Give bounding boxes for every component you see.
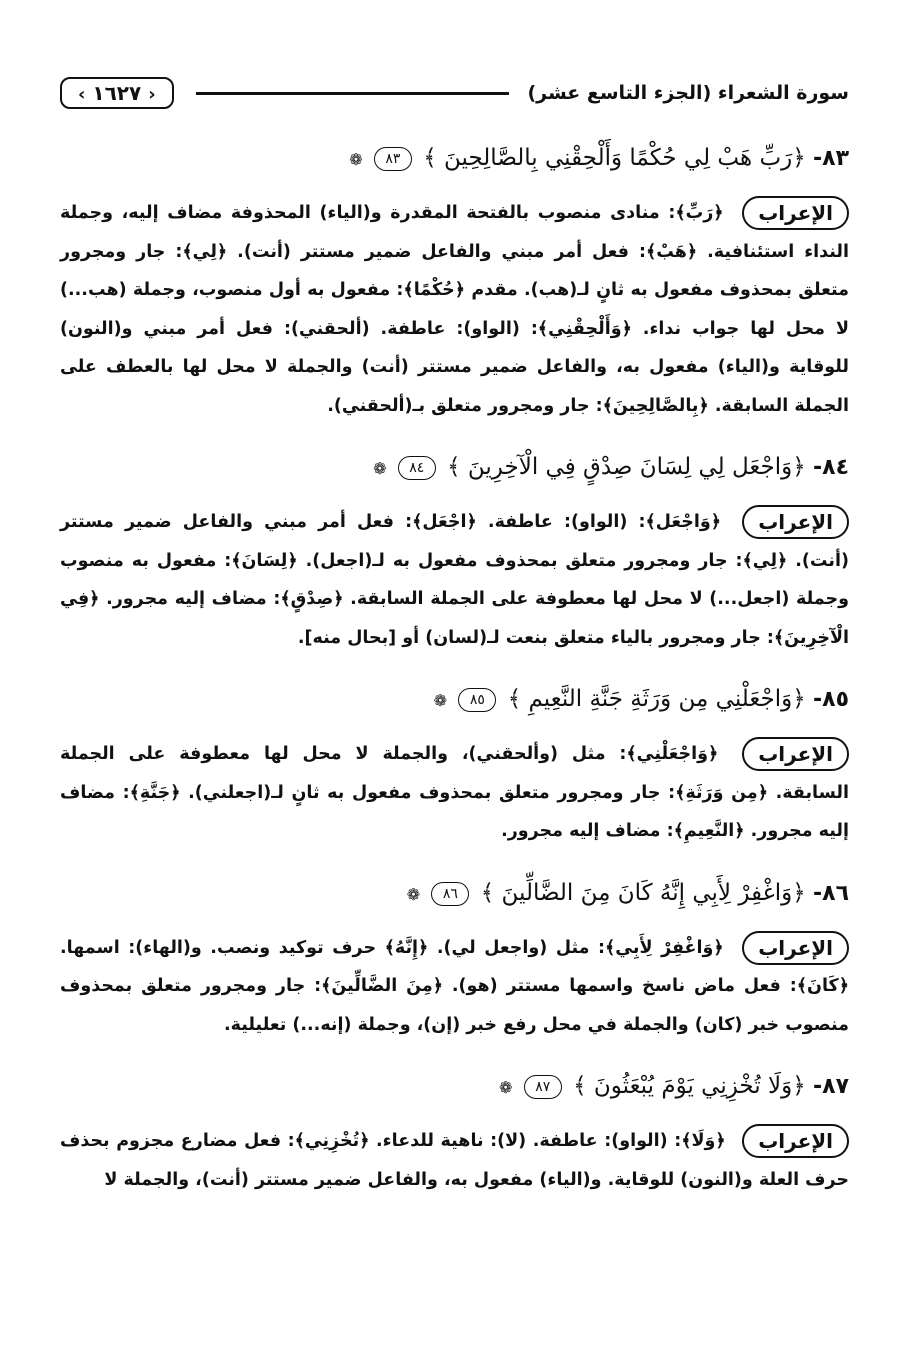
irab-text: ﴿وَاجْعَل﴾: (الواو): عاطفة. ﴿اجْعَل﴾: فعل أمر مبني والفاعل ضمير مستتر (أنت). ﴿لِي﴾: جار ومجرور متعلق بمحذوف مفعول به لـ(اجعل). ﴿لِسَانَ﴾: مفعول به منصوب وجملة (اجعل...) لا محل لها معطوفة على الجملة السابقة. ﴿صِدْقٍ﴾: مضاف إليه مجرور. ﴿فِي الْآخِرِينَ﴾: جار ومجرور بالياء متعلق بنعت لـ(لسان) أو [بحال منه]. [60, 512, 849, 648]
ornament-icon: ❁ [373, 459, 387, 478]
page-content [60, 140, 849, 1223]
page-header [60, 62, 849, 124]
verse-line [60, 875, 849, 913]
verse-index: ٨٧- [813, 1074, 849, 1099]
irab-text: ﴿وَاجْعَلْنِي﴾: مثل (وألحقني)، والجملة لا محل لها معطوفة على الجملة السابقة. ﴿مِن وَرَثَةِ﴾: جار ومجرور متعلق بمحذوف مفعول به ثانٍ لـ(اجعلني). ﴿جَنَّةِ﴾: مضاف إليه مجرور. ﴿النَّعِيمِ﴾: مضاف إليه مجرور. [60, 744, 849, 841]
irab-badge: الإعراب [742, 931, 849, 965]
verse-index: ٨٦- [813, 880, 849, 906]
verse-line [60, 449, 849, 487]
running-title: سورة الشعراء (الجزء التاسع عشر) [527, 82, 849, 104]
ayah-number-marker: ٨٣ [374, 147, 412, 171]
verse-text: ﴿وَاغْفِرْ لِأَبِي إِنَّهُ كَانَ مِنَ الضَّالِّينَ ﴾ [480, 879, 806, 906]
irab-badge: الإعراب [742, 1124, 849, 1158]
verse-line [60, 681, 849, 719]
irab-paragraph [60, 1122, 849, 1199]
verse-index: ٨٤- [813, 455, 849, 480]
irab-badge: الإعراب [742, 196, 849, 230]
ornament-right-icon: › [78, 84, 86, 105]
page-number-frame [60, 77, 174, 109]
irab-badge: الإعراب [742, 737, 849, 771]
ayah-number-marker: ٨٦ [431, 882, 469, 906]
ayah-number-marker: ٨٥ [458, 688, 496, 712]
header-rule [196, 92, 510, 95]
ayah-number-marker: ٨٧ [524, 1075, 562, 1099]
irab-text: ﴿وَلَا﴾: (الواو): عاطفة. (لا): ناهية للدعاء. ﴿تُخْزِنِي﴾: فعل مضارع مجزوم بحذف حرف العلة و(النون) للوقاية. و(الياء) مفعول به، والفاعل ضمير مستتر (أنت)، والجملة لا [60, 1131, 849, 1190]
page-number: ١٦٢٧ [92, 81, 142, 105]
verse-index: ٨٥- [813, 687, 849, 712]
verse-text: ﴿وَلَا تُخْزِنِي يَوْمَ يُبْعَثُونَ ﴾ [573, 1073, 806, 1099]
irab-badge: الإعراب [742, 505, 849, 539]
ornament-left-icon: ‹ [148, 84, 156, 105]
irab-paragraph [60, 503, 849, 657]
ornament-icon: ❁ [433, 691, 448, 710]
irab-paragraph [60, 194, 849, 425]
ornament-icon: ❁ [349, 150, 363, 169]
ornament-icon: ❁ [406, 884, 421, 904]
ornament-icon: ❁ [499, 1078, 513, 1097]
irab-paragraph [60, 735, 849, 851]
verse-text: ﴿وَاجْعَلْنِي مِن وَرَثَةِ جَنَّةِ النَّعِيمِ ﴾ [507, 686, 806, 712]
verse-text: ﴿رَبِّ هَبْ لِي حُكْمًا وَأَلْحِقْنِي بِالصَّالِحِينَ ﴾ [423, 145, 806, 171]
verse-text: ﴿وَاجْعَل لِي لِسَانَ صِدْقٍ فِي الْآخِرِينَ ﴾ [447, 454, 806, 480]
irab-text: ﴿وَاغْفِرْ لِأَبِي﴾: مثل (واجعل لي). ﴿إِنَّهُ﴾ حرف توكيد ونصب. و(الهاء): اسمها. ﴿كَانَ﴾: فعل ماض ناسخ واسمها مستتر (هو). ﴿مِنَ الضَّالِّينَ﴾: جار ومجرور متعلق بمحذوف منصوب خبر (كان) والجملة في محل رفع خبر (إن)، وجملة (إنه...) تعليلية. [60, 937, 849, 1035]
verse-line [60, 140, 849, 178]
irab-text: ﴿رَبِّ﴾: منادى منصوب بالفتحة المقدرة و(الياء) المحذوفة مضاف إليه، وجملة النداء استئنافية. ﴿هَبْ﴾: فعل أمر مبني والفاعل ضمير مستتر (أنت). ﴿لِي﴾: جار ومجرور متعلق بمحذوف مفعول به ثانٍ لـ(هب). مقدم ﴿حُكْمًا﴾: مفعول به أول منصوب، وجملة (هب...) لا محل لها جواب نداء. ﴿وَأَلْحِقْنِي﴾: (الواو): عاطفة. (ألحقني): فعل أمر مبني و(النون) للوقاية و(الياء) مفعول به، والفاعل ضمير مستتر (أنت) والجملة لا محل لها بالعطف على الجملة السابقة. ﴿بِالصَّالِحِينَ﴾: جار ومجرور متعلق بـ(ألحقني). [60, 203, 849, 416]
verse-line [60, 1068, 849, 1106]
irab-paragraph [60, 929, 849, 1045]
ayah-number-marker: ٨٤ [398, 456, 436, 480]
verse-index: ٨٣- [813, 146, 849, 171]
